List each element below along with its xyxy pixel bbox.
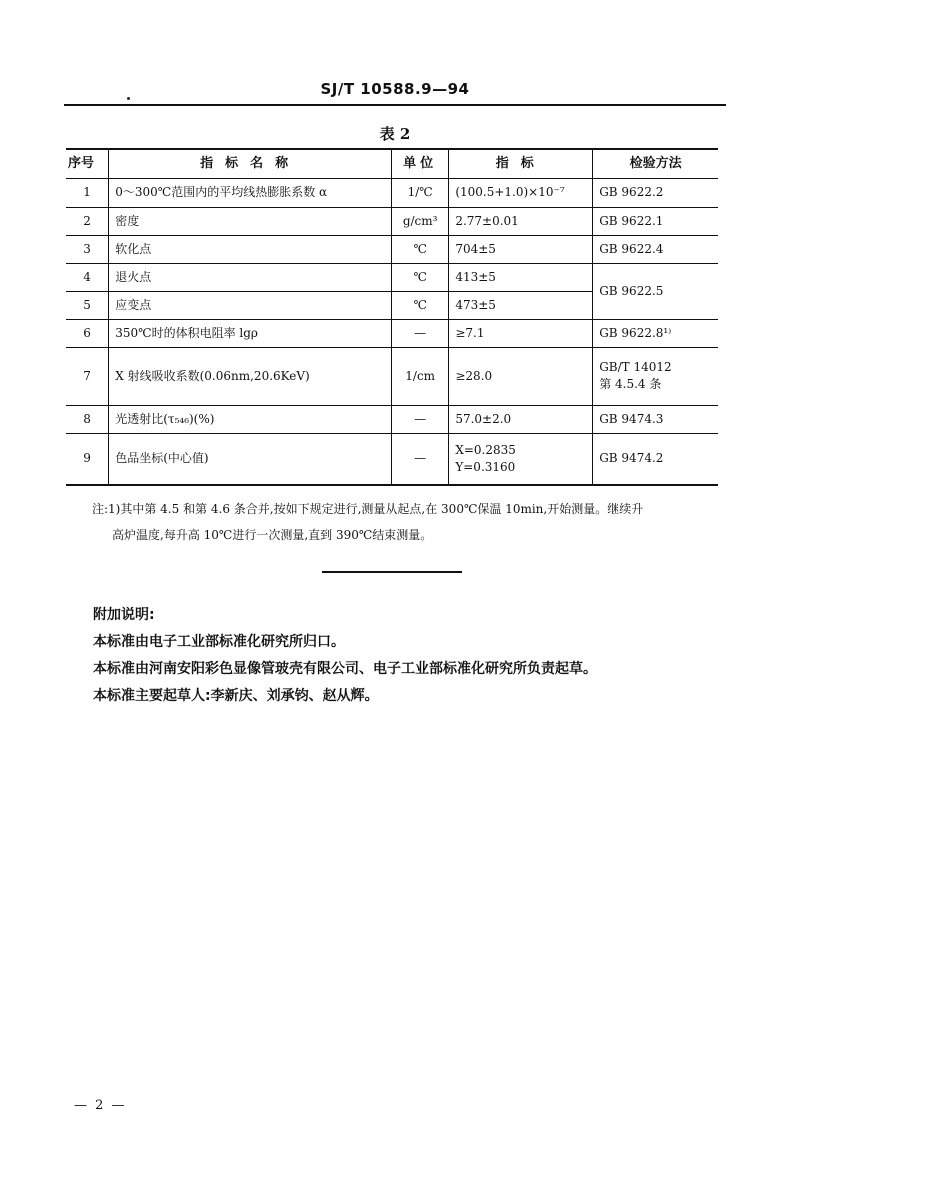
row-method: GB 9622.1	[593, 207, 718, 235]
row-value: 57.0±2.0	[449, 405, 593, 433]
row-unit: ℃	[391, 235, 448, 263]
row-method-clause: 第 4.5.4 条	[599, 377, 662, 391]
row-name: 应变点	[109, 291, 392, 319]
header-rule	[64, 104, 726, 106]
supplement-line: 本标准由河南安阳彩色显像管玻壳有限公司、电子工业部标准化研究所负责起草。	[93, 661, 597, 677]
row-value: 2.77±0.01	[449, 207, 593, 235]
row-no: 5	[66, 291, 109, 319]
row-method: GB 9622.2	[593, 178, 718, 207]
table-row	[66, 433, 718, 485]
section-divider	[322, 571, 462, 573]
col-header-unit: 单位	[391, 149, 448, 178]
col-header-no: 序号	[66, 149, 109, 178]
row-method: GB/T 14012	[599, 360, 672, 374]
table-header-row	[66, 149, 718, 178]
row-name: 密度	[109, 207, 392, 235]
scan-speck	[127, 97, 130, 100]
row-method: GB 9622.5	[593, 263, 718, 319]
table-row	[66, 405, 718, 433]
row-value-cell	[449, 433, 593, 485]
row-no: 8	[66, 405, 109, 433]
supplement-line: 本标准由电子工业部标准化研究所归口。	[93, 634, 345, 650]
note-line-1: 注:1)其中第 4.5 和第 4.6 条合并,按如下规定进行,测量从起点,在 300℃保温 10min,开始测量。继续升	[92, 502, 644, 516]
row-name: 色品坐标(中心值)	[109, 433, 392, 485]
row-unit: g/cm³	[391, 207, 448, 235]
row-method: GB 9622.8¹⁾	[593, 319, 718, 347]
supplement-line: 本标准主要起草人:李新庆、刘承钧、赵从辉。	[93, 688, 379, 704]
row-unit: —	[391, 405, 448, 433]
row-no: 9	[66, 433, 109, 485]
col-header-name: 指标名称	[109, 149, 392, 178]
supplementary-notes	[93, 602, 733, 710]
page-number: — 2 —	[74, 1098, 127, 1113]
row-no: 6	[66, 319, 109, 347]
table-row	[66, 319, 718, 347]
row-unit: —	[391, 319, 448, 347]
table-title: 表 2	[379, 125, 411, 143]
row-name: 软化点	[109, 235, 392, 263]
row-no: 4	[66, 263, 109, 291]
row-name: 0～300℃范围内的平均线热膨胀系数 α	[109, 178, 392, 207]
table-row	[66, 263, 718, 291]
row-value: 413±5	[449, 263, 593, 291]
row-unit: 1/cm	[391, 347, 448, 405]
document-code: SJ/T 10588.9—94	[320, 80, 470, 98]
row-value: ≥7.1	[449, 319, 593, 347]
row-unit: ℃	[391, 263, 448, 291]
row-value: ≥28.0	[449, 347, 593, 405]
row-method: GB 9474.2	[593, 433, 718, 485]
row-value: 704±5	[449, 235, 593, 263]
row-no: 3	[66, 235, 109, 263]
supplement-heading: 附加说明:	[93, 607, 155, 623]
row-value: (100.5+1.0)×10⁻⁷	[449, 178, 593, 207]
row-value-y: Y=0.3160	[455, 459, 516, 474]
row-name: 退火点	[109, 263, 392, 291]
row-unit: ℃	[391, 291, 448, 319]
row-value: 473±5	[449, 291, 593, 319]
col-header-value: 指标	[449, 149, 593, 178]
spec-table	[66, 148, 718, 486]
row-method-cell	[593, 347, 718, 405]
row-name: 350℃时的体积电阻率 lgρ	[109, 319, 392, 347]
table-row	[66, 235, 718, 263]
row-unit: 1/℃	[391, 178, 448, 207]
row-no: 7	[66, 347, 109, 405]
table-row	[66, 178, 718, 207]
row-no: 2	[66, 207, 109, 235]
row-value-x: X=0.2835	[455, 442, 516, 457]
row-method: GB 9474.3	[593, 405, 718, 433]
table-row	[66, 347, 718, 405]
table-note	[92, 496, 732, 548]
note-line-2: 高炉温度,每升高 10℃进行一次测量,直到 390℃结束测量。	[112, 528, 433, 542]
row-method: GB 9622.4	[593, 235, 718, 263]
table-row	[66, 207, 718, 235]
row-no: 1	[66, 178, 109, 207]
row-name: 光透射比(τ₅₄₆)(%)	[109, 405, 392, 433]
row-name: X 射线吸收系数(0.06nm,20.6KeV)	[109, 347, 392, 405]
col-header-method: 检验方法	[593, 149, 718, 178]
row-unit: —	[391, 433, 448, 485]
